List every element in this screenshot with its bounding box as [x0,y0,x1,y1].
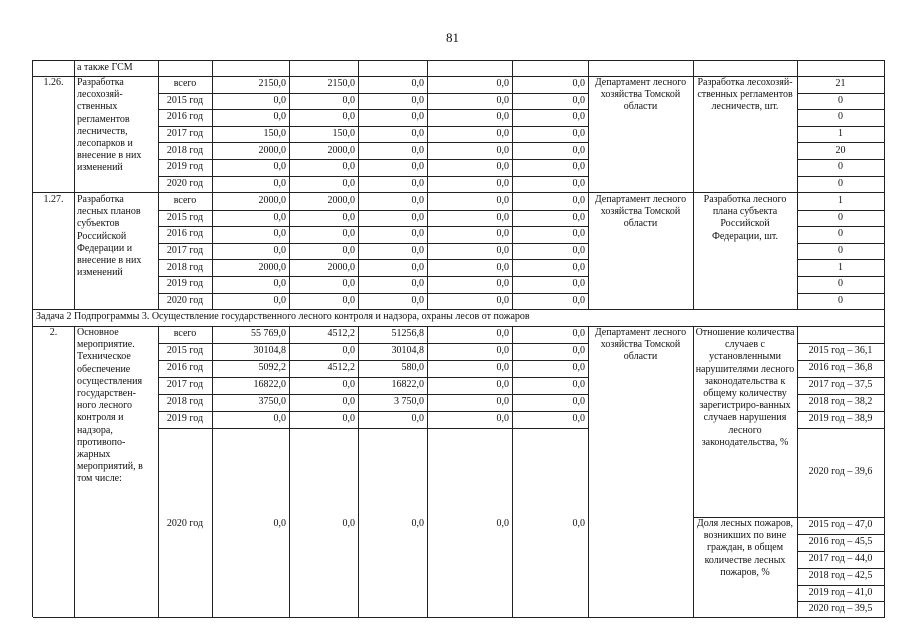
empty-cell [289,60,359,77]
year-label: 2018 год [158,394,213,412]
amount-cell: 0,0 [427,293,513,311]
amount-cell: 0,0 [427,176,513,194]
indicator-value: 2015 год – 36,1 [797,343,885,361]
amount-cell: 0,0 [358,159,428,177]
amount-cell: 0,0 [212,159,290,177]
measure-name: Разработка лесных планов субъектов Российской Федерации и внесение в них изменений [74,193,159,310]
year-label: 2015 год [158,343,213,361]
amount-cell: 0,0 [289,93,359,111]
amount-cell: 0,0 [358,243,428,261]
amount-cell: 2150,0 [289,76,359,94]
indicator-value: 2019 год – 38,9 [797,411,885,429]
year-label: 2020 год [158,176,213,194]
year-label: 2015 год [158,210,213,228]
amount-cell: 0,0 [212,243,290,261]
amount-cell: 0,0 [427,142,513,160]
amount-cell: 4512,2 [289,360,359,378]
amount-cell: 0,0 [512,142,589,160]
amount-cell: 0,0 [358,193,428,211]
amount-cell: 0,0 [427,343,513,361]
amount-cell: 4512,2 [289,326,359,344]
amount-cell: 0,0 [427,210,513,228]
amount-cell: 0,0 [289,276,359,294]
indicator-value: 0 [797,243,885,261]
row-number: 2. [33,326,75,618]
amount-cell: 30104,8 [212,343,290,361]
amount-cell: 0,0 [358,293,428,311]
amount-cell: 2000,0 [212,259,290,277]
amount-cell: 2000,0 [212,142,290,160]
indicator-value: 0 [797,226,885,244]
amount-cell: 0,0 [212,226,290,244]
amount-cell: 0,0 [427,226,513,244]
amount-cell: 2000,0 [212,193,290,211]
year-label: 2020 год [158,428,213,618]
year-label: 2016 год [158,109,213,127]
year-label: всего [158,76,213,94]
indicator-value: 2020 год – 39,6 [797,428,885,518]
indicator-value: 2015 год – 47,0 [797,517,885,535]
amount-cell: 0,0 [512,226,589,244]
amount-cell: 0,0 [512,293,589,311]
amount-cell: 0,0 [427,93,513,111]
measure-name: Разработка лесохозяй-ственных регламентов лесничеств, лесопарков и внесение в них изменений [74,76,159,193]
amount-cell: 0,0 [358,276,428,294]
amount-cell: 0,0 [427,109,513,127]
amount-cell: 30104,8 [358,343,428,361]
amount-cell: 0,0 [427,193,513,211]
page-number: 81 [446,30,459,45]
amount-cell: 16822,0 [358,377,428,395]
amount-cell: 0,0 [289,176,359,194]
empty-cell [512,60,589,77]
empty-cell [158,60,213,77]
indicator-value: 2017 год – 44,0 [797,551,885,569]
amount-cell: 0,0 [289,159,359,177]
amount-cell: 0,0 [427,276,513,294]
amount-cell: 2150,0 [212,76,290,94]
amount-cell: 0,0 [512,326,589,344]
amount-cell: 0,0 [212,93,290,111]
amount-cell: 0,0 [212,176,290,194]
amount-cell: 0,0 [512,176,589,194]
amount-cell: 0,0 [512,93,589,111]
amount-cell: 0,0 [289,243,359,261]
amount-cell: 0,0 [358,428,428,618]
amount-cell: 0,0 [289,210,359,228]
amount-cell: 0,0 [427,76,513,94]
amount-cell: 0,0 [512,76,589,94]
year-label: 2016 год [158,226,213,244]
amount-cell: 3 750,0 [358,394,428,412]
empty-cell [693,60,798,77]
amount-cell: 0,0 [427,126,513,144]
indicator-value: 20 [797,142,885,160]
year-label: 2018 год [158,259,213,277]
indicator-value: 2019 год – 41,0 [797,585,885,602]
amount-cell: 0,0 [427,394,513,412]
amount-cell: 0,0 [427,159,513,177]
indicator-name: Разработка лесного плана субъекта Российской Федерации, шт. [693,193,798,310]
amount-cell: 150,0 [212,126,290,144]
indicator-value: 0 [797,93,885,111]
indicator-value: 2016 год – 45,5 [797,534,885,552]
amount-cell: 5092,2 [212,360,290,378]
year-label: 2020 год [158,293,213,311]
amount-cell: 0,0 [212,411,290,429]
indicator-value: 0 [797,276,885,294]
amount-cell: 0,0 [212,293,290,311]
indicator-value: 0 [797,109,885,127]
empty-cell [358,60,428,77]
indicator-value: 21 [797,76,885,94]
amount-cell: 0,0 [358,126,428,144]
amount-cell: 0,0 [512,343,589,361]
amount-cell: 0,0 [358,259,428,277]
amount-cell: 0,0 [427,259,513,277]
indicator-value: 2018 год – 42,5 [797,568,885,586]
amount-cell: 0,0 [358,176,428,194]
year-label: всего [158,193,213,211]
amount-cell: 0,0 [512,259,589,277]
amount-cell: 0,0 [512,243,589,261]
year-label: 2017 год [158,243,213,261]
indicator-value: 1 [797,259,885,277]
indicator-value: 1 [797,126,885,144]
amount-cell: 580,0 [358,360,428,378]
amount-cell: 0,0 [512,428,589,618]
amount-cell: 0,0 [512,377,589,395]
amount-cell: 2000,0 [289,259,359,277]
indicator-value: 2020 год – 39,5 [797,601,885,618]
amount-cell: 0,0 [512,210,589,228]
amount-cell: 0,0 [358,210,428,228]
empty-cell [797,60,885,77]
amount-cell: 0,0 [427,326,513,344]
amount-cell: 0,0 [212,109,290,127]
amount-cell: 0,0 [512,394,589,412]
amount-cell: 0,0 [289,343,359,361]
year-label: 2017 год [158,126,213,144]
empty-cell [427,60,513,77]
department: Департамент лесного хозяйства Томской области [588,76,694,193]
empty-cell [588,60,694,77]
amount-cell: 0,0 [212,428,290,618]
amount-cell: 0,0 [512,109,589,127]
department: Департамент лесного хозяйства Томской области [588,326,694,618]
row-label: а также ГСМ [74,60,159,77]
year-label: 2016 год [158,360,213,378]
year-label: 2015 год [158,93,213,111]
indicator-name: Отношение количества случаев с установленными нарушителями лесного законодательства к общему количеству зарегистриро-ванных случаев нарушения лесного законодательства, % [693,326,798,518]
amount-cell: 2000,0 [289,142,359,160]
amount-cell: 51256,8 [358,326,428,344]
amount-cell: 0,0 [289,293,359,311]
measure-name: Основное мероприятие. Техническое обеспечение осуществления государствен-ного лесного контроля и надзора, противопо-жарных мероприятий, в том числе: [74,326,159,618]
amount-cell: 0,0 [289,226,359,244]
task-header: Задача 2 Подпрограммы 3. Осуществление государственного лесного контроля и надзора, охраны лесов от пожаров [33,310,885,327]
amount-cell: 0,0 [358,411,428,429]
amount-cell: 0,0 [289,428,359,618]
amount-cell: 0,0 [212,276,290,294]
amount-cell: 0,0 [512,411,589,429]
department: Департамент лесного хозяйства Томской области [588,193,694,310]
amount-cell: 0,0 [289,394,359,412]
year-label: 2017 год [158,377,213,395]
amount-cell: 0,0 [289,377,359,395]
amount-cell: 0,0 [289,411,359,429]
indicator-name: Разработка лесохозяй-ственных регламентов лесничеств, шт. [693,76,798,193]
amount-cell: 0,0 [512,276,589,294]
indicator-name: Доля лесных пожаров, возникших по вине граждан, в общем количестве лесных пожаров, % [693,517,798,618]
amount-cell: 0,0 [212,210,290,228]
amount-cell: 2000,0 [289,193,359,211]
amount-cell: 0,0 [358,76,428,94]
indicator-value: 1 [797,193,885,211]
amount-cell: 0,0 [427,360,513,378]
indicator-value: 0 [797,159,885,177]
amount-cell: 0,0 [358,109,428,127]
amount-cell: 0,0 [427,243,513,261]
indicator-value: 0 [797,210,885,228]
amount-cell: 55 769,0 [212,326,290,344]
amount-cell: 16822,0 [212,377,290,395]
year-label: всего [158,326,213,344]
year-label: 2019 год [158,276,213,294]
amount-cell: 0,0 [427,411,513,429]
amount-cell: 0,0 [512,360,589,378]
amount-cell: 0,0 [289,109,359,127]
amount-cell: 0,0 [512,193,589,211]
year-label: 2019 год [158,159,213,177]
indicator-value: 0 [797,293,885,311]
amount-cell: 0,0 [358,142,428,160]
indicator-value: 2017 год – 37,5 [797,377,885,395]
row-number: 1.26. [33,76,75,193]
indicator-value: 0 [797,176,885,194]
row-number: 1.27. [33,193,75,310]
amount-cell: 0,0 [512,126,589,144]
indicator-value: 2018 год – 38,2 [797,394,885,412]
year-label: 2019 год [158,411,213,429]
amount-cell: 3750,0 [212,394,290,412]
amount-cell: 0,0 [512,159,589,177]
amount-cell: 0,0 [427,377,513,395]
year-label: 2018 год [158,142,213,160]
empty-cell [33,60,75,77]
empty-cell [797,326,885,344]
amount-cell: 0,0 [358,93,428,111]
empty-cell [212,60,290,77]
indicator-value: 2016 год – 36,8 [797,360,885,378]
amount-cell: 0,0 [358,226,428,244]
amount-cell: 0,0 [427,428,513,618]
amount-cell: 150,0 [289,126,359,144]
